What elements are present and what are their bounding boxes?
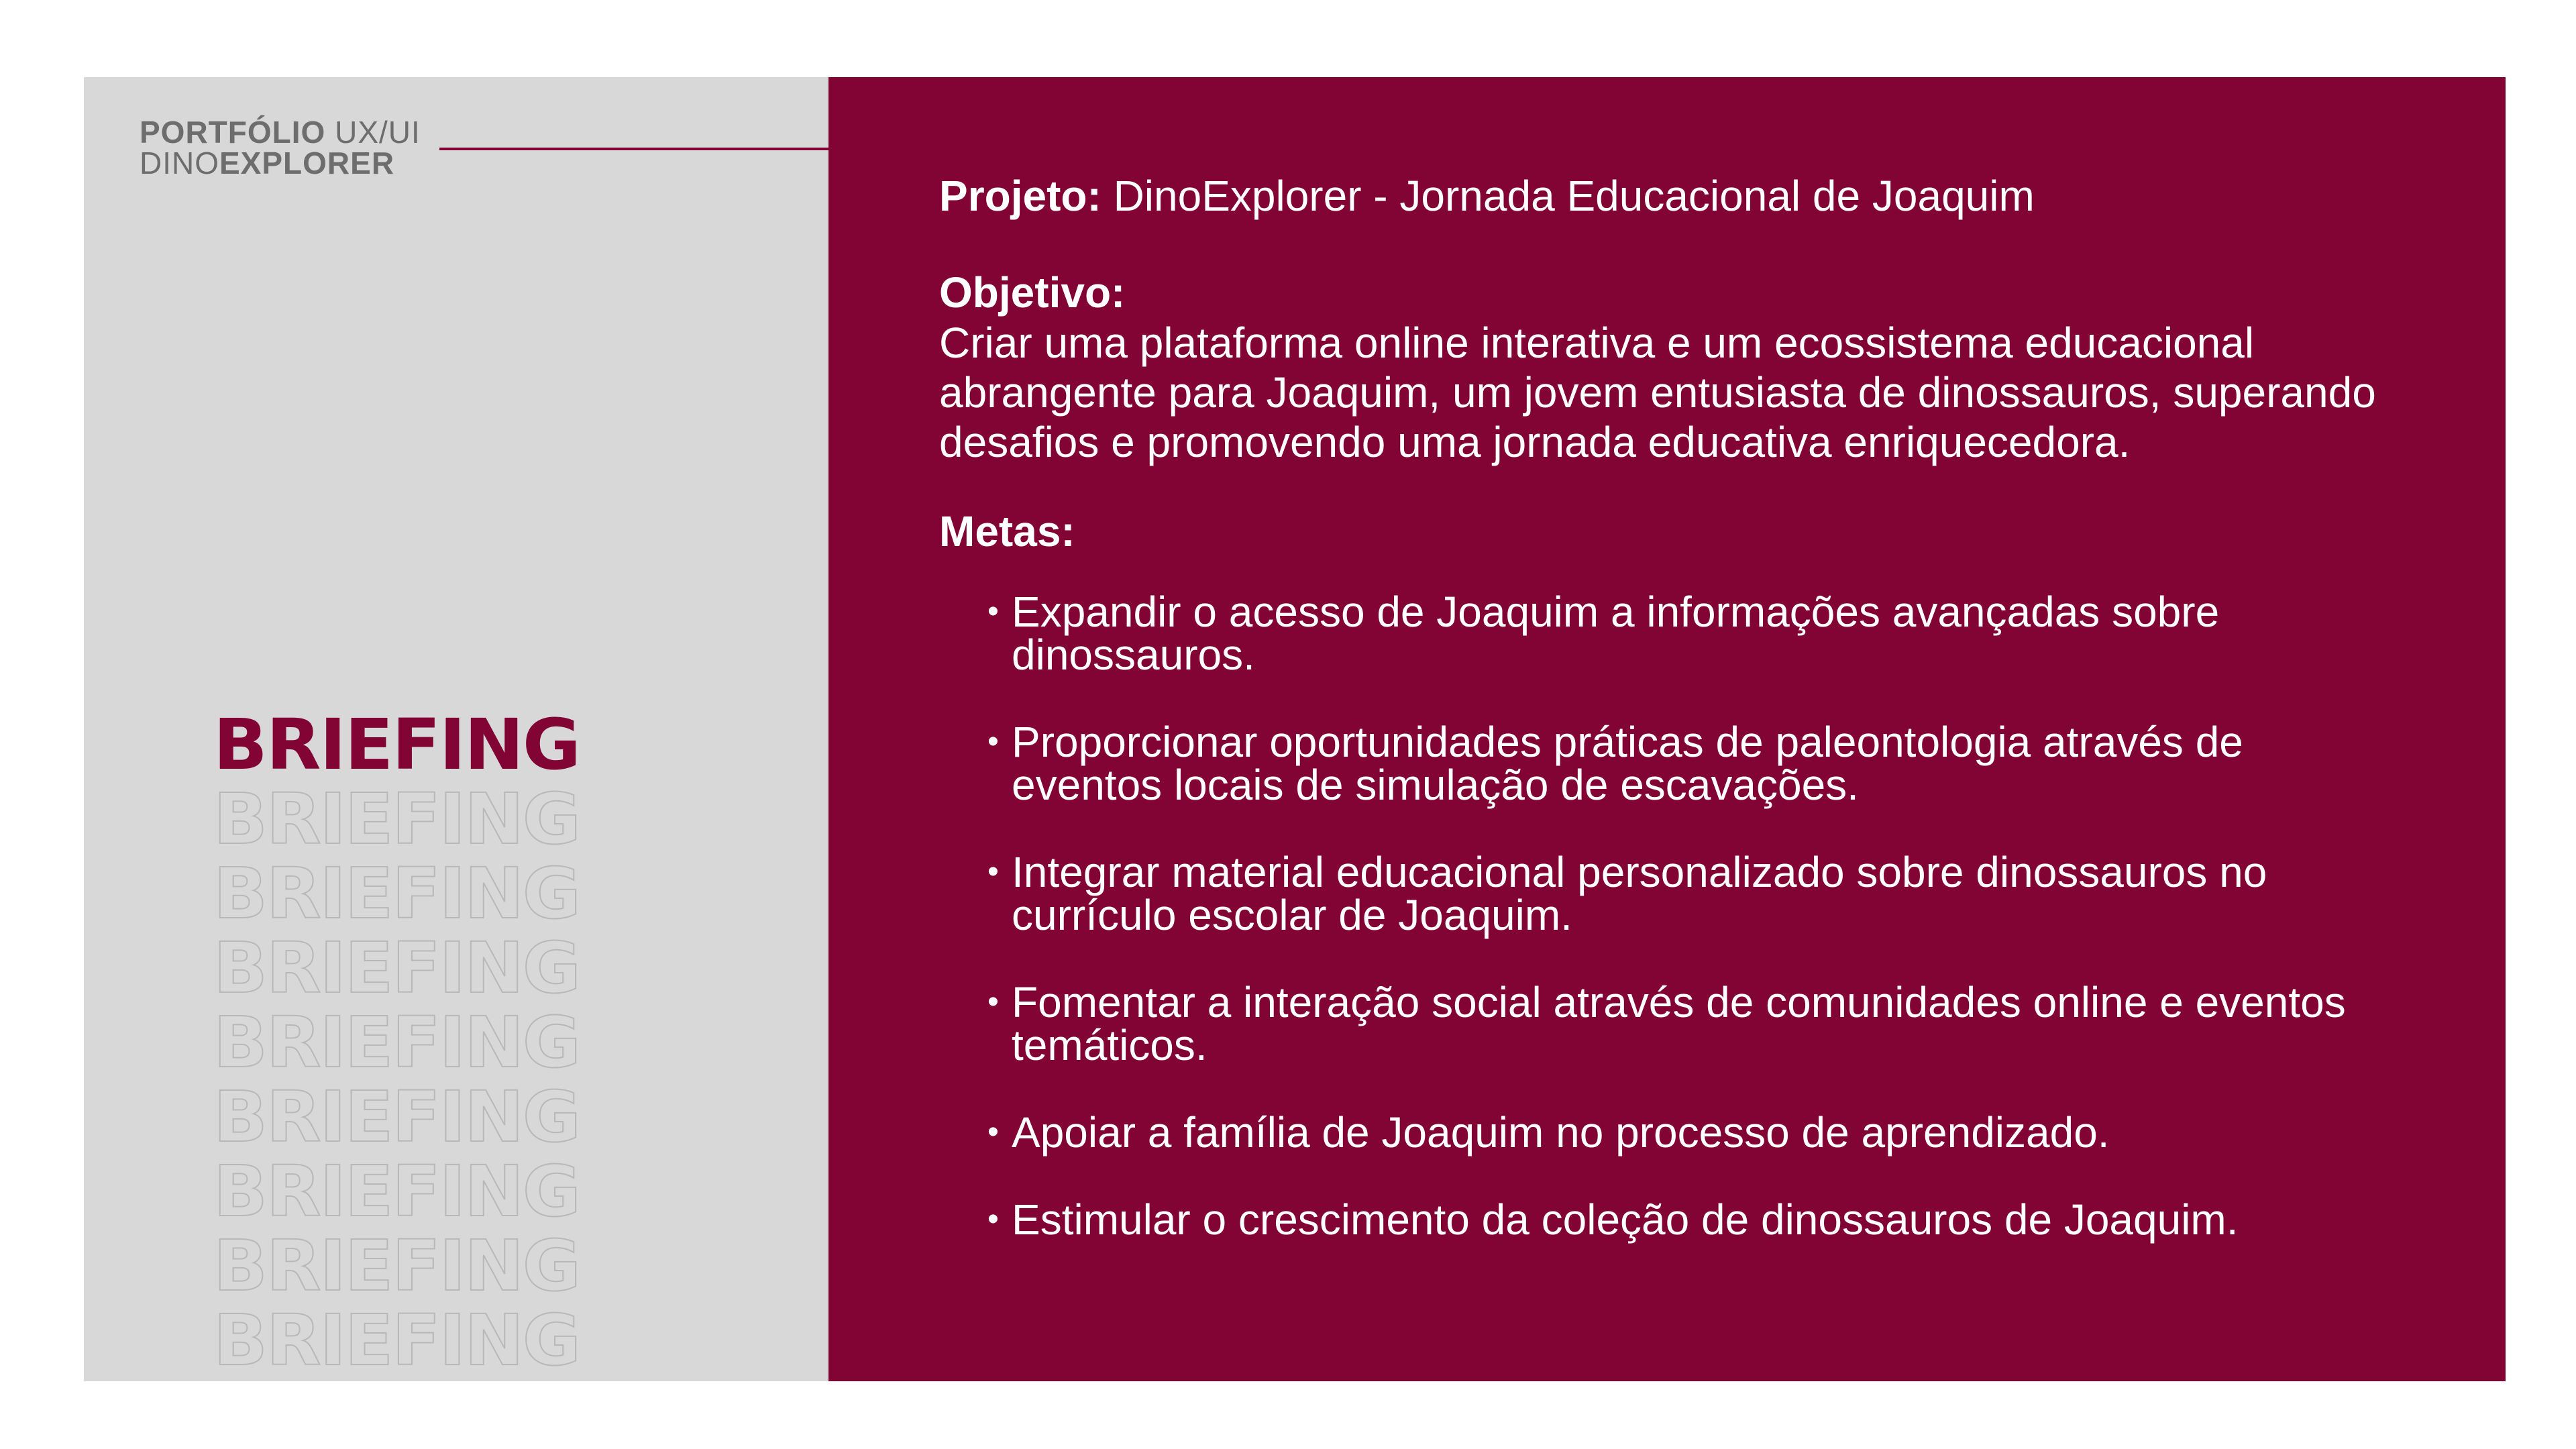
briefing-outline: BRIEFING <box>213 1225 580 1307</box>
briefing-outline: BRIEFING <box>213 853 580 934</box>
brand-line-2 <box>140 148 421 178</box>
portfolio-brand <box>140 117 421 178</box>
goal-text: Proporcionar oportunidades práticas de paleontologia através de eventos locais de simulação de escavações. <box>1012 718 2243 809</box>
objective-heading: Objetivo: <box>939 268 1126 317</box>
briefing-outline: BRIEFING <box>213 927 580 1009</box>
goal-item <box>987 848 2363 939</box>
briefing-outline: BRIEFING <box>213 1002 580 1083</box>
briefing-outline: BRIEFING <box>213 1076 580 1158</box>
briefing-title-stack <box>213 704 616 1381</box>
briefing-outline: BRIEFING <box>213 778 580 860</box>
objective-text: Criar uma plataforma online interativa e um ecossistema educacional abrangente para Joaquim, um jovem entusiasta de dinossauros, superando desafios e promovendo uma jornada educativa enriquecedora. <box>939 319 2376 466</box>
brand-uxui: UX/UI <box>325 115 421 150</box>
bullet-icon: • <box>987 854 999 890</box>
goal-text: Apoiar a família de Joaquim no processo de aprendizado. <box>1012 1108 2110 1157</box>
goal-text: Fomentar a interação social através de comunidades online e eventos temáticos. <box>1012 978 2346 1069</box>
goal-item <box>987 718 2363 809</box>
goal-item <box>987 1195 2363 1244</box>
goals-heading: Metas: <box>939 507 1075 555</box>
goal-text: Integrar material educacional personalizado sobre dinossauros no currículo escolar de Joaquim. <box>1012 848 2267 939</box>
bullet-icon: • <box>987 1114 999 1150</box>
bullet-icon: • <box>987 984 999 1020</box>
brand-line-1 <box>140 117 421 148</box>
briefing-outline: BRIEFING <box>213 1299 580 1381</box>
goal-item <box>987 978 2363 1069</box>
goal-item <box>987 1108 2363 1157</box>
project-value: DinoExplorer - Jornada Educacional de Joaquim <box>1101 172 2035 220</box>
briefing-title: BRIEFING <box>213 704 580 786</box>
header-divider <box>439 148 828 150</box>
goals-list <box>987 588 2363 1244</box>
bullet-icon: • <box>987 724 999 759</box>
project-label: Projeto: <box>939 172 1102 220</box>
bullet-icon: • <box>987 594 999 629</box>
briefing-content <box>939 168 2482 1285</box>
briefing-outline: BRIEFING <box>213 1150 580 1232</box>
project-line <box>939 168 2482 224</box>
brand-portfolio: PORTFÓLIO <box>140 115 326 150</box>
brand-explorer: EXPLORER <box>219 146 395 180</box>
brand-dino: DINO <box>140 146 219 180</box>
goal-item <box>987 588 2363 679</box>
bullet-icon: • <box>987 1201 999 1237</box>
goal-text: Expandir o acesso de Joaquim a informações avançadas sobre dinossauros. <box>1012 588 2220 679</box>
goal-text: Estimular o crescimento da coleção de dinossauros de Joaquim. <box>1012 1195 2239 1244</box>
